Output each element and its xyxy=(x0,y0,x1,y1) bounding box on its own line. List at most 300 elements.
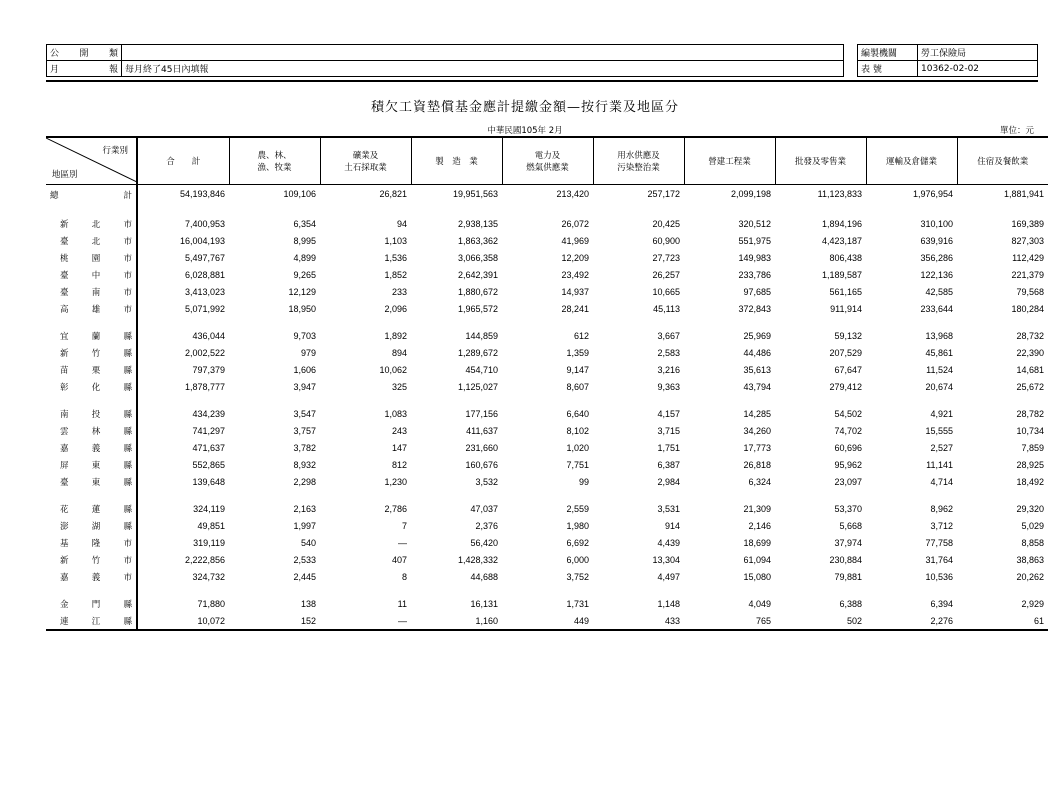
value-cell: 233,786 xyxy=(738,269,771,280)
value-cell: 8,962 xyxy=(930,503,953,514)
value-cell: 233 xyxy=(391,286,407,297)
report-info-row xyxy=(47,61,844,77)
value-cell: 797,379 xyxy=(192,364,225,375)
region-name-text: 雲林縣 xyxy=(60,425,132,436)
value-cell: 3,547 xyxy=(293,408,316,419)
value-cell: 149,983 xyxy=(738,252,771,263)
value-cell: 1,894,196 xyxy=(821,218,862,229)
value-cell: 26,257 xyxy=(652,269,680,280)
region-name-text: 高雄市 xyxy=(60,303,132,314)
value-cell: 612 xyxy=(573,330,589,341)
value-cell: 28,925 xyxy=(1016,459,1044,470)
region-name xyxy=(46,473,137,490)
value-cell: 454,710 xyxy=(465,364,498,375)
value-cell: 19,951,563 xyxy=(452,189,498,199)
region-name xyxy=(46,568,137,585)
column-header-line: 批發及零售業 xyxy=(794,156,846,166)
value-cell: 18,950 xyxy=(288,303,316,314)
region-name xyxy=(46,595,137,612)
column-header-line: 礦業及 xyxy=(352,150,379,160)
value-cell: 6,387 xyxy=(657,459,680,470)
value-cell: 434,239 xyxy=(192,408,225,419)
column-header xyxy=(320,137,411,185)
value-cell: 2,533 xyxy=(293,554,316,565)
value-cell: 5,071,992 xyxy=(184,303,225,314)
value-cell: 243 xyxy=(391,425,407,436)
value-cell: 257,172 xyxy=(647,189,680,199)
value-cell: 34,260 xyxy=(743,425,771,436)
report-info-row xyxy=(47,45,844,61)
table-row xyxy=(46,361,1048,378)
report-date: 中華民國105年 2月 xyxy=(487,126,563,136)
region-name xyxy=(46,534,137,551)
value-cell: 9,265 xyxy=(293,269,316,280)
value-cell: 56,420 xyxy=(470,537,498,548)
value-cell: 1,731 xyxy=(566,598,589,609)
value-cell: 279,412 xyxy=(829,381,862,392)
value-cell: 310,100 xyxy=(920,218,953,229)
value-cell: 3,066,358 xyxy=(457,252,498,263)
value-cell: 43,794 xyxy=(743,381,771,392)
table-row xyxy=(46,551,1048,568)
value-cell: 6,692 xyxy=(566,537,589,548)
value-cell: 138 xyxy=(300,598,316,609)
region-name-text: 新竹縣 xyxy=(60,347,132,358)
value-cell: 324,732 xyxy=(192,571,225,582)
value-cell: 1,980 xyxy=(566,520,589,531)
region-name-text: 基隆市 xyxy=(60,537,132,548)
value-cell: 552,865 xyxy=(192,459,225,470)
value-cell: 1,428,332 xyxy=(457,554,498,565)
value-cell: 436,044 xyxy=(192,330,225,341)
value-cell: 2,642,391 xyxy=(457,269,498,280)
spacer-cell xyxy=(46,395,137,405)
region-name xyxy=(46,378,137,395)
header-rule xyxy=(46,80,1038,82)
value-cell: 5,497,767 xyxy=(184,252,225,263)
value-cell: 433 xyxy=(593,612,684,630)
value-cell: 9,147 xyxy=(566,364,589,375)
value-cell: 144,859 xyxy=(465,330,498,341)
region-name xyxy=(46,517,137,534)
value-cell: 11 xyxy=(397,598,407,609)
value-cell: 7,859 xyxy=(1021,442,1044,453)
value-cell: 1,125,027 xyxy=(457,381,498,392)
value-cell: 16,004,193 xyxy=(179,235,225,246)
value-cell: 2,002,522 xyxy=(184,347,225,358)
table-row xyxy=(46,249,1048,266)
value-cell: 12,209 xyxy=(561,252,589,263)
value-cell: 29,320 xyxy=(1016,503,1044,514)
value-cell: 47,037 xyxy=(470,503,498,514)
value-cell: 1,103 xyxy=(384,235,407,246)
value-cell: 7,751 xyxy=(566,459,589,470)
value-cell: 10,734 xyxy=(1016,425,1044,436)
value-cell: 28,241 xyxy=(561,303,589,314)
value-cell: 411,637 xyxy=(466,425,498,436)
value-cell: 11,524 xyxy=(926,364,953,375)
value-cell: 26,818 xyxy=(743,459,771,470)
table-row xyxy=(46,568,1048,585)
value-cell: 54,502 xyxy=(834,408,862,419)
value-cell: 60,900 xyxy=(652,235,680,246)
value-cell: 15,555 xyxy=(925,425,953,436)
value-cell: 2,984 xyxy=(657,476,680,487)
value-cell: 8,607 xyxy=(566,381,589,392)
column-header-line: 污染整治業 xyxy=(617,162,660,172)
region-name-text: 嘉義縣 xyxy=(60,442,132,453)
value-cell: 502 xyxy=(775,612,866,630)
value-cell: 26,072 xyxy=(561,218,589,229)
value-cell: 4,899 xyxy=(293,252,316,263)
region-name xyxy=(46,249,137,266)
value-cell: 230,884 xyxy=(829,554,862,565)
value-cell: 3,752 xyxy=(566,571,589,582)
value-cell: 231,660 xyxy=(465,442,498,453)
value-cell: 71,880 xyxy=(197,598,225,609)
value-cell: 11,123,833 xyxy=(817,189,862,199)
value-cell: 2,276 xyxy=(866,612,957,630)
value-cell: 13,304 xyxy=(652,554,680,565)
region-name xyxy=(46,422,137,439)
value-cell: 27,723 xyxy=(652,252,680,263)
value-cell: 1,852 xyxy=(384,269,407,280)
column-header xyxy=(775,137,866,185)
value-cell: 1,083 xyxy=(384,408,407,419)
spacer-cell xyxy=(46,317,137,327)
value-cell: 8,995 xyxy=(293,235,316,246)
value-cell: 894 xyxy=(391,347,407,358)
value-cell: 160,676 xyxy=(465,459,498,470)
value-cell: 3,216 xyxy=(657,364,680,375)
region-name-text: 臺南市 xyxy=(60,286,132,297)
value-cell: 14,285 xyxy=(743,408,771,419)
agency-value: 勞工保險局 xyxy=(918,45,1038,61)
table-row xyxy=(46,378,1048,395)
value-cell: 6,394 xyxy=(930,598,953,609)
table-body xyxy=(46,185,1048,631)
value-cell: 911,914 xyxy=(830,303,862,314)
value-cell: 44,486 xyxy=(743,347,771,358)
value-cell: 5,668 xyxy=(839,520,862,531)
column-header-line: 製 造 業 xyxy=(435,156,478,166)
value-cell: 61,094 xyxy=(743,554,771,565)
group-spacer xyxy=(46,490,1048,500)
value-cell: 2,445 xyxy=(293,571,316,582)
value-cell: 79,568 xyxy=(1016,286,1044,297)
region-name-text: 臺北市 xyxy=(60,235,132,246)
value-cell: 2,786 xyxy=(384,503,407,514)
value-cell: 23,097 xyxy=(834,476,862,487)
value-cell: 6,388 xyxy=(839,598,862,609)
industry-axis-label: 行業別 xyxy=(102,145,128,155)
column-header-line: 營建工程業 xyxy=(708,156,751,166)
value-cell: 97,685 xyxy=(743,286,771,297)
value-cell: 3,757 xyxy=(293,425,316,436)
region-name xyxy=(46,185,137,216)
value-cell: 28,732 xyxy=(1016,330,1044,341)
value-cell: 41,969 xyxy=(561,235,589,246)
value-cell: 2,099,198 xyxy=(730,189,771,199)
value-cell: 1,965,572 xyxy=(457,303,498,314)
value-cell: 1,881,941 xyxy=(1003,189,1044,199)
agency-label: 編製機關 xyxy=(858,45,918,61)
value-cell: 4,439 xyxy=(657,537,680,548)
value-cell: 180,284 xyxy=(1011,303,1044,314)
region-name-text: 桃園市 xyxy=(60,252,132,263)
publication-category-value xyxy=(122,45,844,61)
report-title: 積欠工資墊償基金應計提繳金額—按行業及地區分 xyxy=(370,100,679,115)
value-cell: 1,878,777 xyxy=(184,381,225,392)
value-cell: 4,157 xyxy=(657,408,680,419)
corner-header-cell xyxy=(46,137,137,185)
value-cell: 3,667 xyxy=(657,330,680,341)
spacer-cell xyxy=(46,490,137,500)
region-name-text: 總計 xyxy=(50,190,132,200)
value-cell: 13,968 xyxy=(925,330,953,341)
value-cell: 1,230 xyxy=(384,476,407,487)
agency-info-row xyxy=(858,45,1038,61)
spacer-cell xyxy=(46,585,137,595)
region-name-text: 澎湖縣 xyxy=(60,520,132,531)
value-cell: 3,782 xyxy=(293,442,316,453)
table-row xyxy=(46,232,1048,249)
column-header-line: 運輸及倉儲業 xyxy=(885,156,937,166)
value-cell: 372,843 xyxy=(738,303,771,314)
value-cell: 471,637 xyxy=(192,442,225,453)
value-cell: 3,413,023 xyxy=(184,286,225,297)
value-cell: 1,189,587 xyxy=(821,269,862,280)
value-cell: 449 xyxy=(502,612,593,630)
column-header xyxy=(411,137,502,185)
region-name xyxy=(46,266,137,283)
region-name xyxy=(46,500,137,517)
value-cell: 1,751 xyxy=(657,442,680,453)
value-cell: 213,420 xyxy=(556,189,589,199)
value-cell: 551,975 xyxy=(738,235,771,246)
value-cell: 152 xyxy=(229,612,320,630)
value-cell: 7,400,953 xyxy=(184,218,225,229)
value-cell: 18,699 xyxy=(743,537,771,548)
column-header-line: 住宿及餐飲業 xyxy=(977,156,1029,166)
value-cell: 2,163 xyxy=(293,503,316,514)
value-cell: 9,363 xyxy=(657,381,680,392)
region-name-text: 宜蘭縣 xyxy=(60,330,132,341)
region-name-text: 新竹市 xyxy=(60,554,132,565)
value-cell: 8 xyxy=(401,571,407,582)
value-cell: 10,072 xyxy=(137,612,229,630)
value-cell: 21,309 xyxy=(743,503,771,514)
value-cell: 17,773 xyxy=(743,442,771,453)
value-cell: 4,714 xyxy=(930,476,953,487)
table-row xyxy=(46,500,1048,517)
value-cell: 2,929 xyxy=(1021,598,1044,609)
region-name-text: 屏東縣 xyxy=(60,459,132,470)
column-header xyxy=(684,137,775,185)
value-cell: 12,129 xyxy=(288,286,316,297)
region-name-text: 連江縣 xyxy=(60,615,132,626)
value-cell: 2,376 xyxy=(475,520,498,531)
region-name-text: 花蓮縣 xyxy=(60,503,132,514)
column-header-line: 燃氣供應業 xyxy=(526,162,569,172)
value-cell: 1,880,672 xyxy=(457,286,498,297)
value-cell: 8,932 xyxy=(293,459,316,470)
value-cell: 6,028,881 xyxy=(184,269,225,280)
region-name xyxy=(46,327,137,344)
value-cell: 44,688 xyxy=(470,571,498,582)
value-cell: 14,681 xyxy=(1016,364,1044,375)
value-cell: 14,937 xyxy=(561,286,589,297)
publication-category-label: 公 開 類 xyxy=(47,45,122,61)
group-spacer xyxy=(46,395,1048,405)
value-cell: 38,863 xyxy=(1016,554,1044,565)
value-cell: 42,585 xyxy=(925,286,953,297)
value-cell: 45,113 xyxy=(653,303,680,314)
value-cell: 2,559 xyxy=(566,503,589,514)
value-cell: 4,423,187 xyxy=(821,235,862,246)
value-cell: 6,324 xyxy=(748,476,771,487)
value-cell: 540 xyxy=(300,537,316,548)
value-cell: 1,160 xyxy=(411,612,502,630)
value-cell: 765 xyxy=(684,612,775,630)
spacer-cell xyxy=(137,490,1048,500)
value-cell: 20,425 xyxy=(652,218,680,229)
region-name-text: 臺東縣 xyxy=(60,476,132,487)
value-cell: 67,647 xyxy=(834,364,862,375)
table-row xyxy=(46,300,1048,317)
column-header-line: 漁、牧業 xyxy=(257,162,292,172)
value-cell: 11,141 xyxy=(926,459,953,470)
value-cell: 10,665 xyxy=(652,286,680,297)
value-cell: 1,863,362 xyxy=(457,235,498,246)
value-cell: 20,674 xyxy=(925,381,953,392)
value-cell: 45,861 xyxy=(925,347,953,358)
value-cell: 28,782 xyxy=(1016,408,1044,419)
spacer-cell xyxy=(137,395,1048,405)
value-cell: 6,354 xyxy=(293,218,316,229)
value-cell: 1,976,954 xyxy=(912,189,953,199)
region-name-text: 臺中市 xyxy=(60,269,132,280)
region-name xyxy=(46,283,137,300)
region-name xyxy=(46,344,137,361)
value-cell: 59,132 xyxy=(834,330,862,341)
table-row xyxy=(46,266,1048,283)
table-row xyxy=(46,612,1048,630)
value-cell: 9,703 xyxy=(293,330,316,341)
value-cell: 35,613 xyxy=(743,364,771,375)
value-cell: 2,222,856 xyxy=(184,554,225,565)
value-cell: 1,536 xyxy=(384,252,407,263)
spacer-cell xyxy=(137,585,1048,595)
table-row xyxy=(46,215,1048,232)
report-deadline-value: 每月終了45日內填報 xyxy=(122,61,844,77)
region-name xyxy=(46,456,137,473)
value-cell: 4,921 xyxy=(930,408,953,419)
table-row xyxy=(46,439,1048,456)
region-name-text: 南投縣 xyxy=(60,408,132,419)
group-spacer xyxy=(46,585,1048,595)
agency-info-row xyxy=(858,61,1038,77)
value-cell: 169,389 xyxy=(1011,218,1044,229)
region-name-text: 彰化縣 xyxy=(60,381,132,392)
value-cell: 139,648 xyxy=(192,476,225,487)
value-cell: 1,148 xyxy=(657,598,680,609)
statistics-table xyxy=(46,136,1048,631)
column-header xyxy=(502,137,593,185)
value-cell: 25,969 xyxy=(743,330,771,341)
column-header-line: 農、林、 xyxy=(257,150,292,160)
region-name-text: 苗栗縣 xyxy=(60,364,132,375)
value-cell: 5,029 xyxy=(1021,520,1044,531)
region-name xyxy=(46,612,137,630)
region-name-text: 金門縣 xyxy=(60,598,132,609)
value-cell: 6,000 xyxy=(566,554,589,565)
table-row xyxy=(46,456,1048,473)
value-cell: 22,390 xyxy=(1016,347,1044,358)
value-cell: 324,119 xyxy=(193,503,225,514)
column-header xyxy=(593,137,684,185)
column-header xyxy=(229,137,320,185)
value-cell: 18,492 xyxy=(1016,476,1044,487)
value-cell: 60,696 xyxy=(834,442,862,453)
value-cell: — xyxy=(320,612,411,630)
region-name xyxy=(46,361,137,378)
group-spacer xyxy=(46,317,1048,327)
value-cell: 23,492 xyxy=(561,269,589,280)
value-cell: 49,851 xyxy=(197,520,225,531)
value-cell: 4,049 xyxy=(748,598,771,609)
value-cell: 95,962 xyxy=(834,459,862,470)
value-cell: 112,429 xyxy=(1012,252,1044,263)
value-cell: 61 xyxy=(957,612,1048,630)
value-cell: 2,527 xyxy=(930,442,953,453)
table-row xyxy=(46,595,1048,612)
value-cell: 806,438 xyxy=(829,252,862,263)
value-cell: 1,359 xyxy=(566,347,589,358)
region-name xyxy=(46,439,137,456)
table-row xyxy=(46,405,1048,422)
column-header xyxy=(866,137,957,185)
value-cell: 53,370 xyxy=(834,503,862,514)
region-name-text: 新北市 xyxy=(60,218,132,229)
value-cell: — xyxy=(398,537,407,548)
value-cell: 4,497 xyxy=(657,571,680,582)
value-cell: 15,080 xyxy=(743,571,771,582)
table-row xyxy=(46,517,1048,534)
table-row xyxy=(46,473,1048,490)
value-cell: 914 xyxy=(664,520,680,531)
value-cell: 827,303 xyxy=(1011,235,1044,246)
region-name xyxy=(46,300,137,317)
value-cell: 639,916 xyxy=(920,235,953,246)
value-cell: 356,286 xyxy=(920,252,953,263)
report-frequency-label: 月 報 xyxy=(47,61,122,77)
region-name xyxy=(46,215,137,232)
value-cell: 2,096 xyxy=(384,303,407,314)
value-cell: 3,712 xyxy=(930,520,953,531)
value-cell: 20,262 xyxy=(1016,571,1044,582)
value-cell: 233,644 xyxy=(920,303,953,314)
column-header-line: 電力及 xyxy=(534,150,561,160)
value-cell: 2,583 xyxy=(657,347,680,358)
value-cell: 10,062 xyxy=(379,364,407,375)
value-cell: 16,131 xyxy=(470,598,498,609)
value-cell: 122,136 xyxy=(920,269,953,280)
column-header-line: 合 計 xyxy=(166,156,201,166)
form-number-value: 10362-02-02 xyxy=(918,61,1038,77)
value-cell: 74,702 xyxy=(834,425,862,436)
value-cell: 3,715 xyxy=(657,425,680,436)
